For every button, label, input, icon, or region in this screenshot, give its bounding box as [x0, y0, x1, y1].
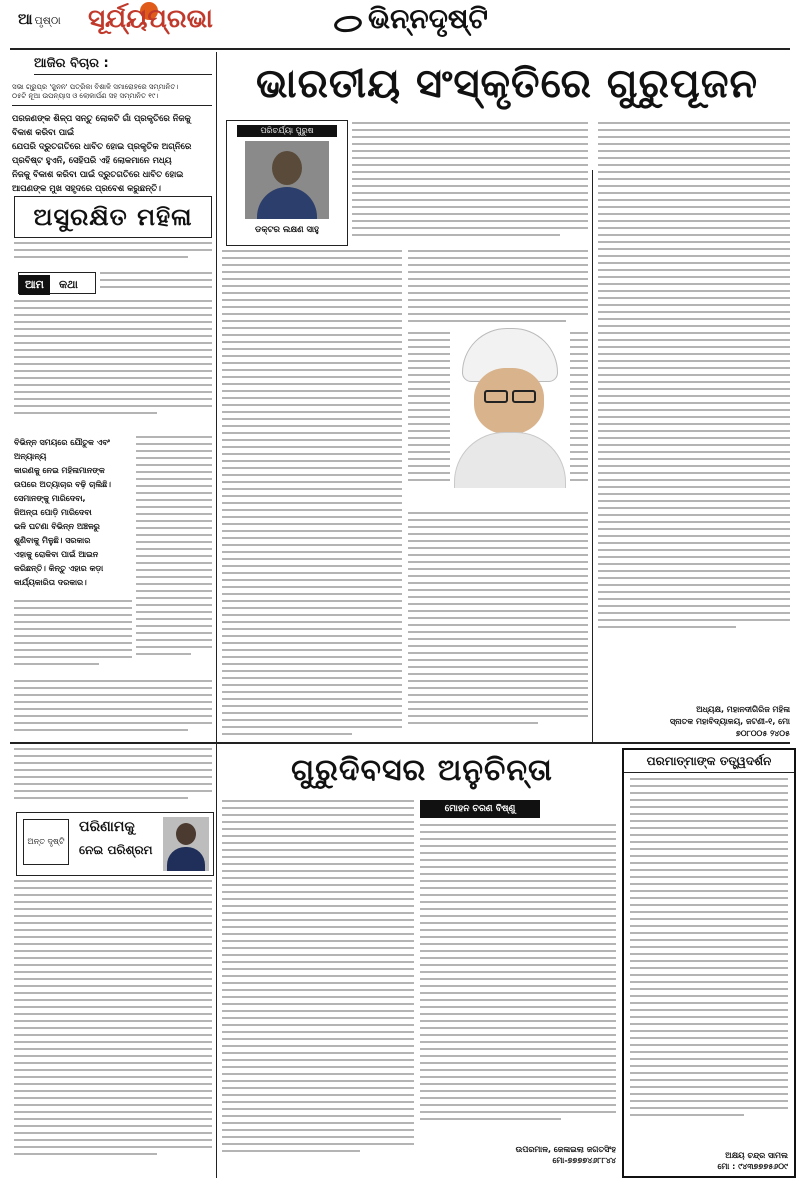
lower-section-rule	[10, 742, 790, 744]
highlight-line: ଭଳି ଘଟଣା ବିଭିନ୍ନ ଅଞ୍ଚଳରୁ	[14, 522, 100, 531]
bottom-right-box	[622, 748, 796, 1178]
main-article-col-2d	[408, 512, 588, 742]
page-number-suffix: ପୃଷ୍ଠା	[34, 14, 61, 27]
quote-line: ପ୍ରବିଷ୍ଟ ହୁଏନି, ସେହିପରି ଏହି ଲୋକମାନେ ମଧ୍ୟ	[12, 156, 172, 166]
column-logo-text: ଅନ୍ତ ଦୃଷ୍ଟି	[27, 837, 65, 846]
news-line: ସଭା ଗ୍ରୁପ୍‌ର 'ଜୁନନ' ପତ୍ରିକା ବିଶାଳି ସମାରୋହରେ ସମ୍ମାନିତ।	[12, 83, 179, 91]
section-title: ଭିନ୍ନଦୃଷ୍ଟି	[368, 2, 488, 35]
quote-line: ଯେପରି ଦ୍ରୁତଗତିରେ ଧାବିତ ହୋଇ ପ୍ରକୃତିକ ଅଗ୍ନିରେ	[12, 142, 192, 152]
highlight-line: ବିଭିନ୍ନ ସମୟରେ ଯୌତୁକ ଏବଂ ଅନ୍ୟାନ୍ୟ	[14, 438, 110, 461]
side-article-body-4	[14, 600, 132, 672]
side-article-title: ଅସୁରକ୍ଷିତ ମହିଳା	[33, 202, 193, 231]
highlight-line: ଜିଅନ୍ତା ପୋଡ଼ି ମାରିଦେବା	[14, 508, 92, 517]
side-article-body-5	[14, 680, 212, 742]
author-place	[420, 1144, 616, 1155]
author-name: ଅକ୍ଷୟ ଚନ୍ଦ୍ର ସାମଲ	[725, 1151, 788, 1160]
portrait-illustration	[448, 328, 570, 488]
newspaper-logo	[88, 4, 213, 35]
author-phone: ମୋ-୭୭୭୭୪୬୮୮୪୪	[552, 1156, 616, 1165]
main-article-headline: ଭାରତୀୟ ସଂସ୍କୃତିରେ ଗୁରୁପୂଜନ	[255, 60, 759, 107]
quote-line: ପରଜଣଙ୍କ ଶିଳ୍ପ ସନ୍ତୁ ଲୋକଟି ଗାଁ ପ୍ରକୃତିରେ ନିଜକୁ ବିକାଶ କରିବା ପାଇଁ	[12, 114, 191, 138]
main-article-col-2b	[408, 332, 450, 508]
page-header	[0, 0, 800, 52]
main-article-footer	[598, 704, 790, 740]
person-icon	[176, 823, 196, 845]
side-article-body-2	[14, 300, 212, 430]
column-label	[18, 272, 96, 294]
magnifier-icon	[333, 14, 363, 34]
author-institution: ସ୍ନାତକ ମହାବିଦ୍ୟାଳୟ, ଜଟଣୀ-୧, ମୋ	[669, 717, 790, 726]
bottom-left-title: ପରିଣାମକୁ	[79, 819, 135, 835]
author-designation: ଅଧ୍ୟକ୍ଷ, ମହାନଦୀଗିରିଜ ମହିଳା	[696, 705, 790, 714]
person-icon	[272, 151, 302, 185]
highlight-line: କାର୍ଯ୍ୟକାରିତା ଦରକାର।	[14, 578, 87, 587]
section-banner	[340, 2, 488, 40]
bottom-left-body-top	[14, 748, 212, 808]
highlight-line: ଏହାକୁ ରୋକିବା ପାଇଁ ଆଇନ	[14, 550, 99, 559]
bottom-right-title: ପରମାତ୍ମାଙ୍କ ତତ୍ତ୍ୱଦର୍ଶନ	[624, 750, 794, 773]
quote-line: ଆପଣଙ୍କ ମୁଖ ସହୃଦରେ ପ୍ରବେଶ କରୁଛନ୍ତି।	[12, 184, 161, 194]
bottom-right-body	[630, 778, 788, 1140]
bottom-main-col-2	[420, 824, 616, 1144]
side-article-body-1	[100, 272, 212, 296]
main-article-col-3	[598, 122, 790, 702]
quote-block	[12, 112, 212, 196]
author-box	[226, 120, 348, 246]
highlight-line: କାରଣକୁ ନେଇ ମହିଳାମାନଙ୍କ	[14, 466, 105, 475]
page-number	[18, 10, 61, 28]
highlight-line: ଶୁଣିବାକୁ ମିଳୁଛି। ସରକାର	[14, 536, 91, 545]
highlight-line: କରିଛନ୍ତି। କିନ୍ତୁ ଏହାର କଡ଼ା	[14, 564, 104, 573]
bottom-main-col-1	[222, 800, 414, 1174]
bottom-main-title	[222, 748, 622, 794]
side-article-body-3	[136, 436, 212, 672]
author-photo	[245, 141, 329, 219]
page-number-value: ଆ	[18, 10, 33, 28]
bottom-left-subtitle: ନେଇ ପରିଶ୍ରମ	[79, 843, 153, 857]
main-article-col-2c	[570, 332, 588, 508]
bottom-main-headline: ଗୁରୁଦିବସର ଅନୁଚିନ୍ତା	[291, 753, 553, 788]
highlight-line: ସେମାନଙ୍କୁ ମାରିଦେବା,	[14, 494, 86, 503]
today-thought-title: ଆଜିର ବିଚାର :	[34, 56, 212, 75]
bottom-right-footer	[630, 1150, 788, 1172]
column-label-1: ଆମ	[19, 275, 50, 295]
column-divider-bottom	[216, 742, 217, 1178]
author-thumbnail	[163, 817, 209, 871]
author-place-name: ଉପରମାଳ, ଜେଳାଇଲା	[515, 1145, 584, 1154]
column-label-2: କଥା	[58, 278, 78, 291]
column-divider-right	[592, 170, 593, 742]
highlight-line: ଉପରେ ଅତ୍ୟାଚାର ବଢ଼ି ଚାଲିଛି।	[14, 480, 111, 489]
bottom-main-author	[420, 800, 540, 818]
news-line-2: ୦୫ଟି ନୂଆ ଉପନ୍ୟାସ ଓ ଲୋକାର୍ପଣ ସହ ସମ୍ମାନିତ ୧୯।	[12, 92, 159, 100]
column-divider-left	[216, 52, 217, 742]
bottom-main-author-name: ମୋହନ ଚରଣ ବିଷ୍ଣୁ	[444, 804, 516, 814]
author-phone: ମୋ : ୯୪୩୭୭୭୫୬୦୯	[717, 1162, 788, 1171]
today-thought	[12, 56, 212, 196]
author-label: ପରିଚର୍ଯ୍ୟା ପୁରୁଷ	[237, 125, 337, 137]
main-article-col-1	[222, 250, 402, 742]
bottom-left-header	[16, 812, 214, 876]
header-rule	[10, 48, 790, 50]
main-article-title	[222, 56, 792, 112]
newspaper-name: ସୂର୍ଯ୍ୟପ୍ରଭା	[88, 4, 213, 34]
author-district: ଜଗତସିଂହ	[586, 1145, 616, 1154]
author-name: ଡକ୍ଟର ଲକ୍ଷଣ ସାହୁ	[255, 225, 319, 235]
side-article-body-top	[14, 242, 212, 267]
main-article-col-2a	[408, 250, 588, 328]
bottom-main-footer	[420, 1144, 616, 1166]
author-phone: ୭୦୮୦୦୫ ୨୪୦୫	[735, 729, 790, 738]
side-article-title-box	[14, 196, 212, 238]
column-logo	[23, 819, 69, 865]
quote-line: ନିଜକୁ ବିକାଶ କରିବା ପାଇଁ ଦ୍ରୁତଗତିରେ ଧାବିତ ହୋଇ	[12, 170, 184, 180]
main-article-body-top	[352, 122, 588, 246]
bottom-left-body	[14, 880, 212, 1174]
side-article-highlight	[14, 436, 130, 590]
